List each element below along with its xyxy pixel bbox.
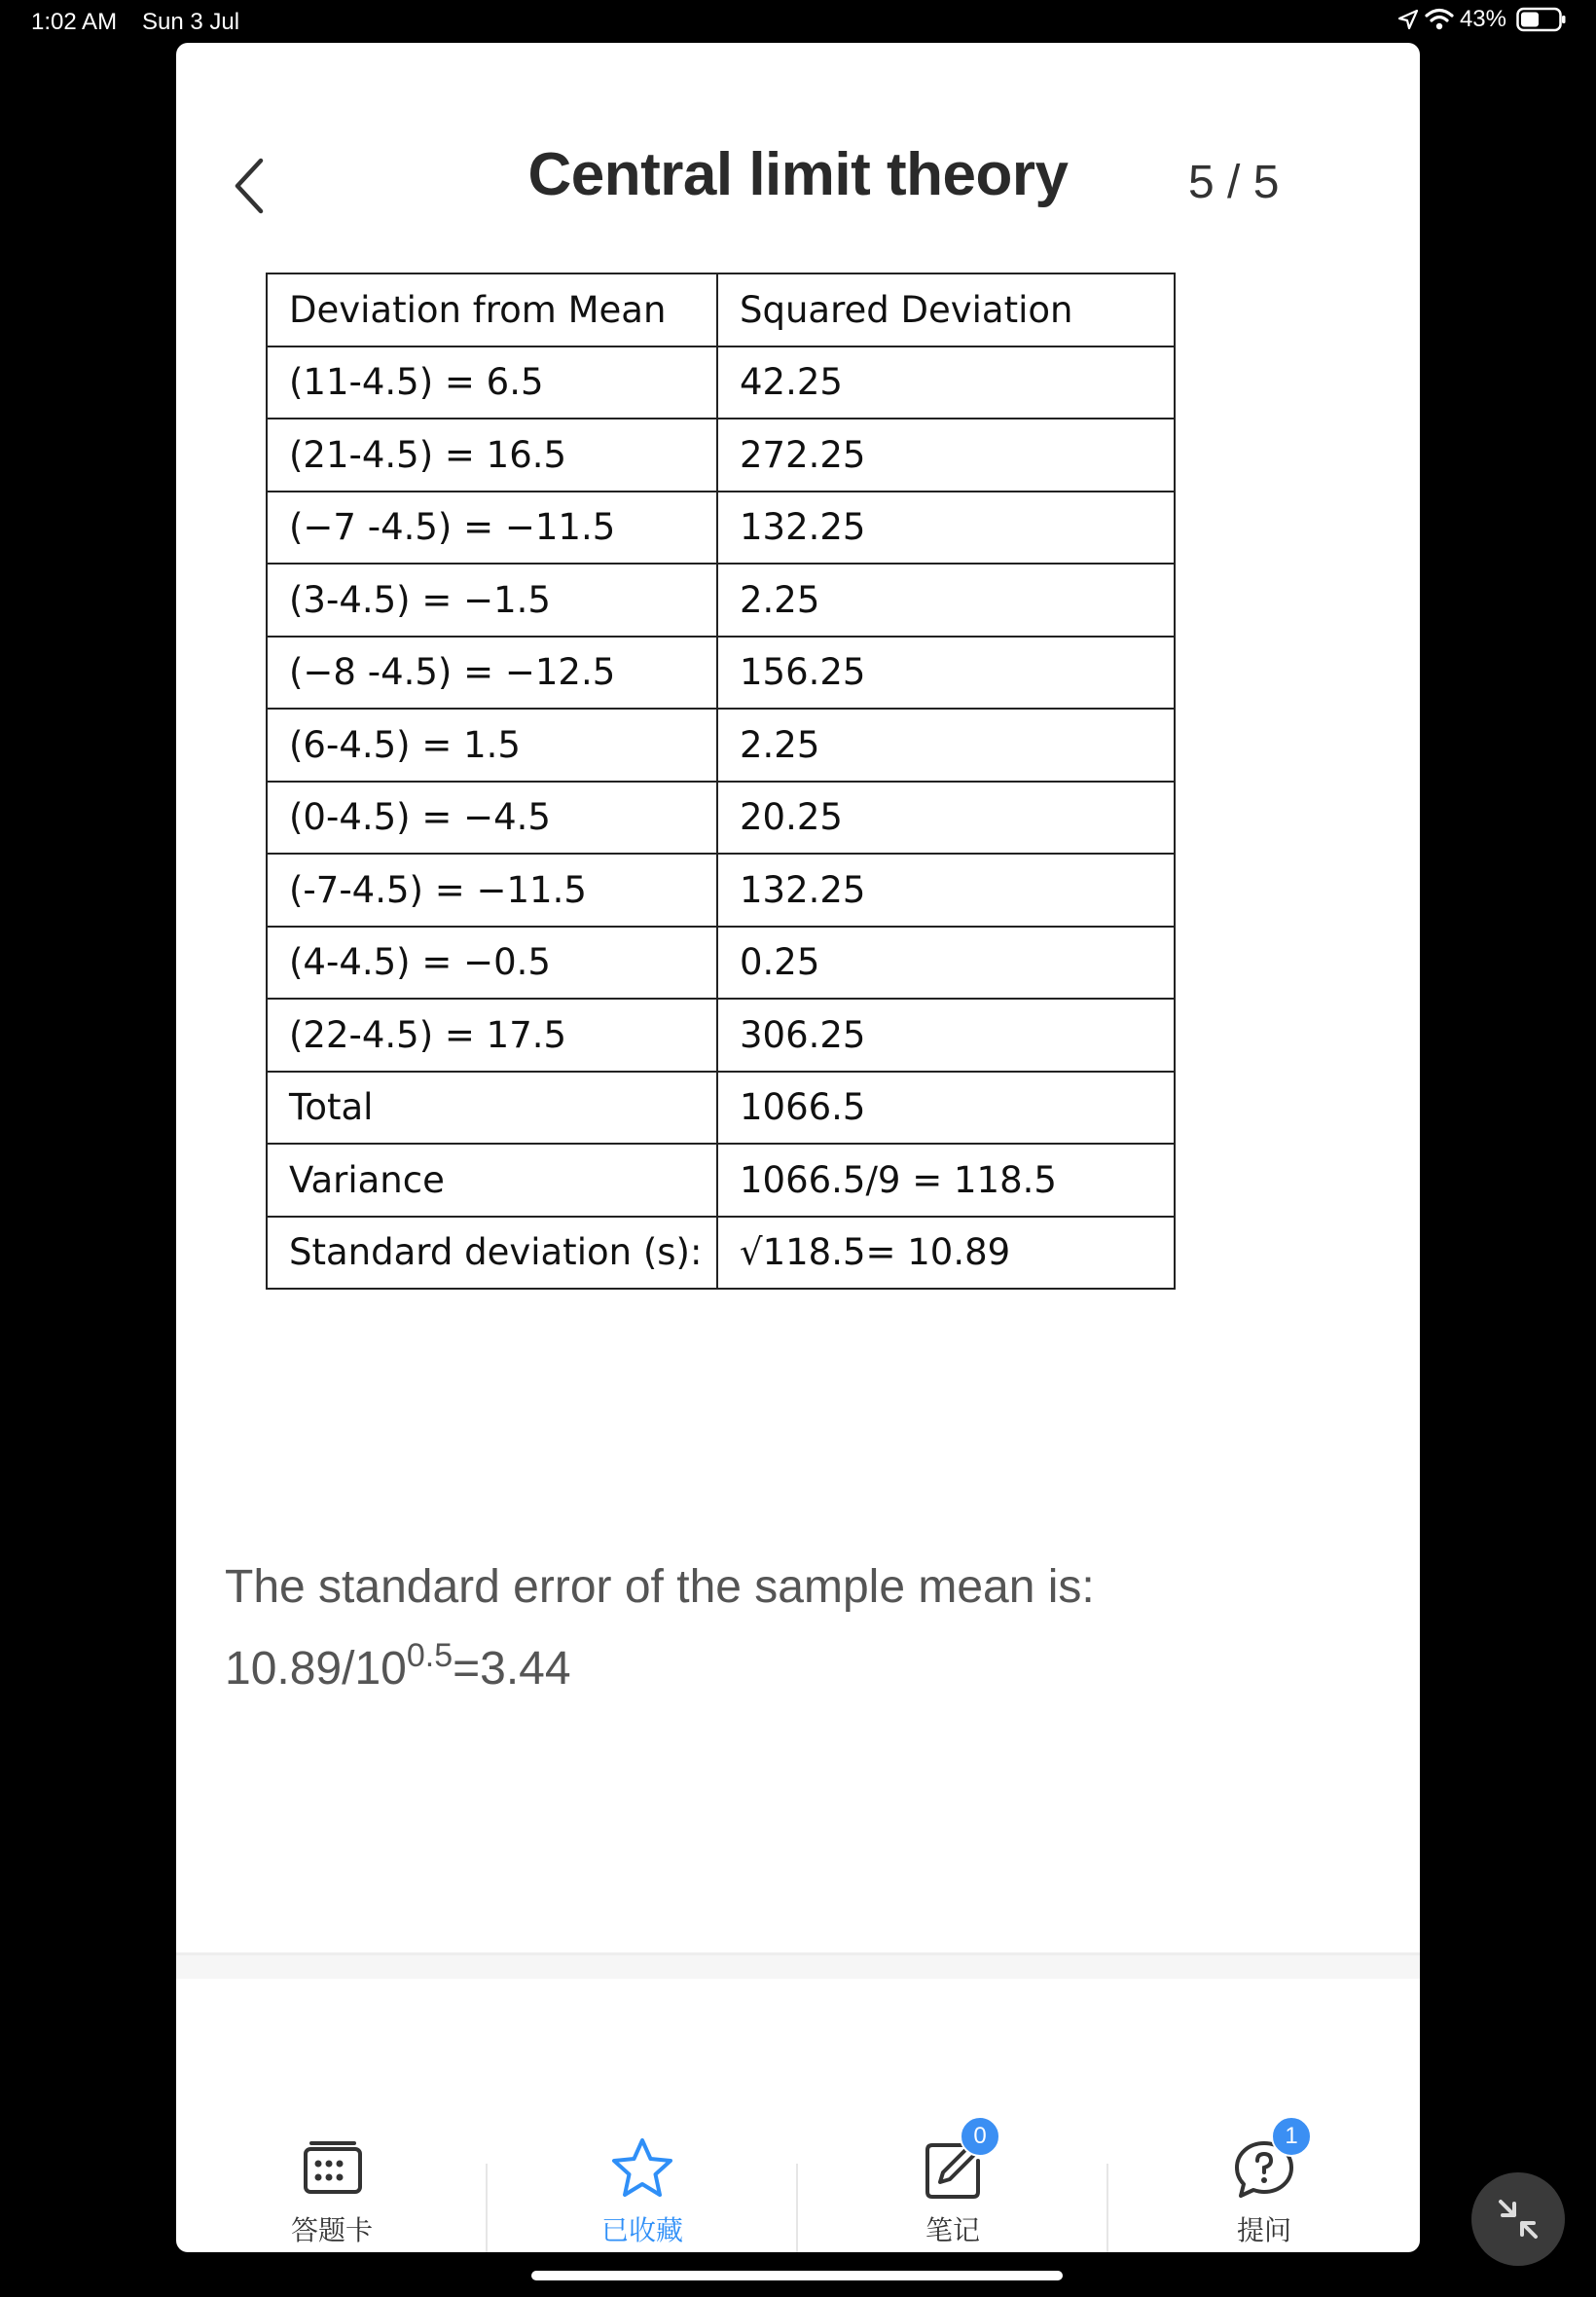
star-icon (608, 2135, 676, 2204)
formula-result: =3.44 (453, 1643, 571, 1695)
table-cell: (−7 -4.5) = −11.5 (267, 492, 717, 565)
location-icon (1397, 9, 1419, 30)
tab-label: 笔记 (925, 2215, 980, 2245)
table-cell: 20.25 (717, 782, 1175, 855)
page-title: Central limit theory (527, 141, 1069, 208)
table-row (267, 782, 1175, 855)
table-cell: √118.5= 10.89 (717, 1217, 1175, 1290)
status-time: 1:02 AM (31, 9, 118, 35)
table-body (267, 273, 1175, 1289)
table-cell: 1066.5/9 = 118.5 (717, 1144, 1175, 1217)
tab-divider (1106, 2164, 1108, 2252)
explanation-line-2 (225, 1628, 1095, 1714)
home-indicator[interactable] (531, 2271, 1063, 2280)
table-row-variance (267, 1144, 1175, 1217)
tab-divider (486, 2164, 488, 2252)
table-cell: (21-4.5) = 16.5 (267, 419, 717, 492)
deviation-table (266, 273, 1176, 1290)
collapse-arrows-icon (1491, 2192, 1545, 2246)
table-header-cell: Squared Deviation (717, 273, 1175, 346)
content-card (176, 43, 1420, 2252)
table-row (267, 492, 1175, 565)
edit-note-icon (919, 2123, 987, 2204)
tab-label: 已收藏 (600, 2215, 683, 2245)
table-row (267, 346, 1175, 419)
table-header-cell: Deviation from Mean (267, 273, 717, 346)
table-row (267, 927, 1175, 1000)
page-counter: 5 / 5 (1188, 157, 1280, 208)
table-cell: (0-4.5) = −4.5 (267, 782, 717, 855)
status-bar (0, 0, 1596, 45)
table-cell: 132.25 (717, 854, 1175, 927)
collapse-window-button[interactable] (1471, 2172, 1565, 2266)
questions-count-badge: 1 (1271, 2116, 1312, 2157)
tab-answer-sheet[interactable] (176, 2135, 488, 2252)
explanation-line-1: The standard error of the sample mean is: (225, 1561, 1095, 1613)
notes-count-badge: 0 (960, 2116, 1000, 2157)
table-header-row (267, 273, 1175, 346)
battery-icon (1516, 7, 1567, 32)
table-cell: 2.25 (717, 564, 1175, 637)
table-cell: (11-4.5) = 6.5 (267, 346, 717, 419)
explanation-text (225, 1547, 1095, 1714)
status-date: Sun 3 Jul (142, 9, 240, 35)
tab-ask-question[interactable] (1108, 2123, 1420, 2252)
table-row (267, 709, 1175, 782)
table-cell: 2.25 (717, 709, 1175, 782)
table-cell: (22-4.5) = 17.5 (267, 999, 717, 1072)
table-row (267, 999, 1175, 1072)
table-row-total (267, 1072, 1175, 1145)
tab-notes[interactable] (797, 2123, 1108, 2252)
table-cell: 0.25 (717, 927, 1175, 1000)
formula-exponent: 0.5 (406, 1637, 453, 1674)
table-cell: 272.25 (717, 419, 1175, 492)
table-cell: 1066.5 (717, 1072, 1175, 1145)
table-cell: (6-4.5) = 1.5 (267, 709, 717, 782)
section-separator (176, 1955, 1420, 1979)
formula-base: 10.89/10 (225, 1643, 407, 1695)
tab-label: 答题卡 (290, 2215, 373, 2245)
table-cell: (−8 -4.5) = −12.5 (267, 637, 717, 710)
table-row (267, 564, 1175, 637)
table-cell: 132.25 (717, 492, 1175, 565)
table-cell: Standard deviation (s): (267, 1217, 717, 1290)
table-cell: 306.25 (717, 999, 1175, 1072)
answer-sheet-icon (298, 2135, 366, 2204)
table-row (267, 854, 1175, 927)
table-cell: 156.25 (717, 637, 1175, 710)
table-cell: (-7-4.5) = −11.5 (267, 854, 717, 927)
table-row-stddev (267, 1217, 1175, 1290)
table-cell: Total (267, 1072, 717, 1145)
bottom-toolbar (176, 2123, 1420, 2252)
tab-favorited[interactable] (487, 2135, 798, 2252)
table-cell: (4-4.5) = −0.5 (267, 927, 717, 1000)
battery-percent: 43% (1459, 6, 1506, 32)
wifi-icon (1425, 8, 1454, 31)
table-row (267, 637, 1175, 710)
status-right (1397, 6, 1567, 33)
table-cell: Variance (267, 1144, 717, 1217)
table-cell: (3-4.5) = −1.5 (267, 564, 717, 637)
table-cell: 42.25 (717, 346, 1175, 419)
tab-label: 提问 (1236, 2215, 1291, 2245)
table-row (267, 419, 1175, 492)
question-bubble-icon (1230, 2123, 1298, 2204)
tab-divider (796, 2164, 798, 2252)
